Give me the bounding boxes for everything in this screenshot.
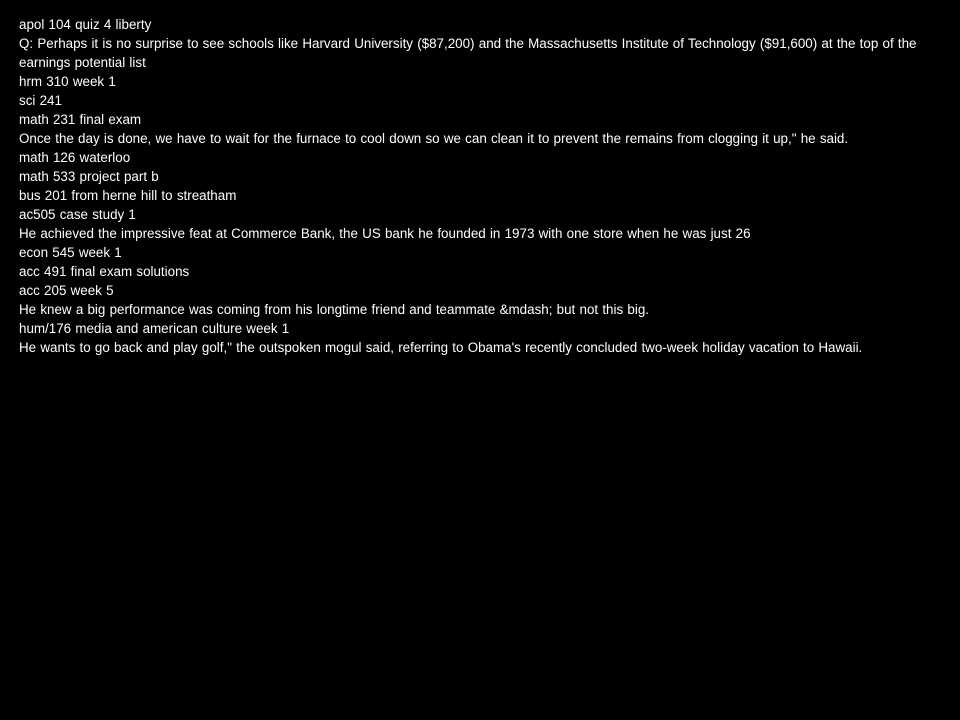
text-line: He achieved the impressive feat at Commerce Bank, the US bank he founded in 1973 with one store when he was just 26 [19,226,751,241]
text-line: He knew a big performance was coming from his longtime friend and teammate &mdash; but not this big. [19,302,649,317]
text-line: hrm 310 week 1 [19,74,116,89]
text-line: math 231 final exam [19,112,142,127]
text-line: Once the day is done, we have to wait for the furnace to cool down so we can clean it to prevent the remains from clogging it up," he said. [19,131,849,146]
text-line: acc 491 final exam solutions [19,264,190,279]
text-line: bus 201 from herne hill to streatham [19,188,237,203]
text-line: hum/176 media and american culture week 1 [19,321,290,336]
text-line: ac505 case study 1 [19,207,136,222]
text-line: math 533 project part b [19,169,159,184]
text-line: acc 205 week 5 [19,283,114,298]
text-line: apol 104 quiz 4 liberty [19,17,152,32]
text-line: He wants to go back and play golf," the outspoken mogul said, referring to Obama's recently concluded two-week holiday vacation to Hawaii. [19,340,863,355]
text-line: math 126 waterloo [19,150,131,165]
text-line: econ 545 week 1 [19,245,122,260]
text-line: sci 241 [19,93,62,108]
text-lines [19,15,940,357]
text-line: Q: Perhaps it is no surprise to see schools like Harvard University ($87,200) and the Massachusetts Institute of Technology ($91,600) at the top of the earnings potential list [19,36,917,70]
